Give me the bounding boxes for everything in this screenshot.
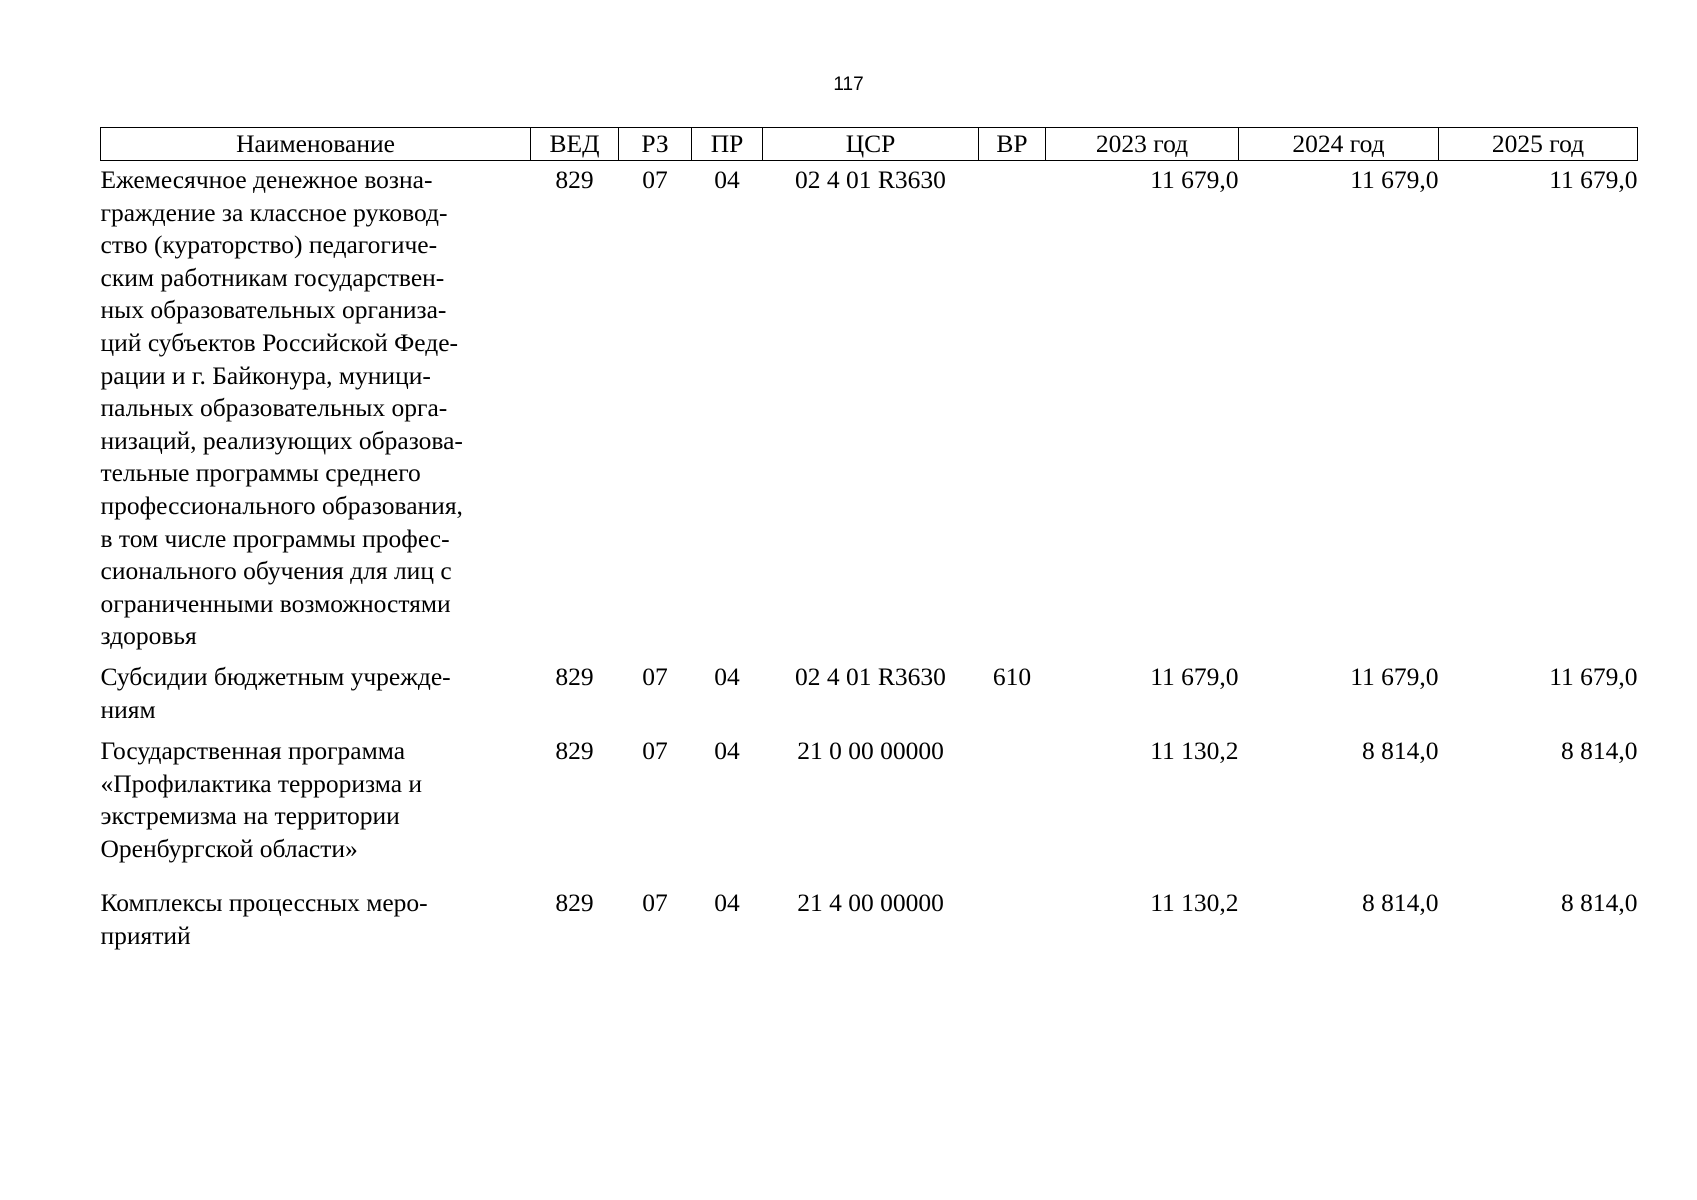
name-line: тельные программы среднего [100, 458, 421, 488]
name-line: ство (кураторство) педагогиче- [100, 230, 438, 260]
cell-rz: 07 [642, 662, 668, 691]
budget-table [100, 127, 1638, 957]
cell-ved: 829 [555, 888, 594, 917]
cell-vr [979, 735, 1046, 887]
name-line: Субсидии бюджетным учрежде- [100, 662, 451, 691]
cell-csr: 21 4 00 00000 [797, 888, 944, 917]
name-line: ций субъектов Российской Феде- [100, 327, 459, 357]
table-row [101, 161, 1638, 662]
name-line: ных образовательных организа- [100, 295, 447, 325]
cell-2025: 11 679,0 [1549, 165, 1638, 194]
cell-2024: 8 814,0 [1362, 736, 1439, 765]
header-rz: РЗ [619, 128, 692, 161]
row-name [101, 661, 531, 735]
name-line: профессионального образования, [100, 490, 463, 520]
header-vr: ВР [979, 128, 1046, 161]
name-line: Комплексы процессных меро- [100, 888, 428, 917]
cell-ved: 829 [555, 662, 594, 691]
name-line: приятий [100, 920, 191, 950]
name-line: граждение за классное руковод- [100, 197, 448, 227]
name-line: сионального обучения для лиц с [100, 556, 452, 586]
cell-2023: 11 679,0 [1150, 165, 1239, 194]
cell-rz: 07 [642, 736, 668, 765]
name-line: ограниченными возможностями [100, 588, 451, 618]
header-pr: ПР [692, 128, 763, 161]
header-csr: ЦСР [763, 128, 979, 161]
header-ved: ВЕД [531, 128, 619, 161]
cell-2024: 11 679,0 [1350, 662, 1439, 691]
name-line: Государственная программа [100, 736, 406, 765]
cell-ved: 829 [555, 165, 594, 194]
name-line: ским работникам государствен- [100, 262, 445, 292]
cell-vr [979, 887, 1046, 957]
header-2025: 2025 год [1439, 128, 1638, 161]
cell-2023: 11 130,2 [1150, 888, 1239, 917]
table-row [101, 887, 1638, 957]
cell-2025: 11 679,0 [1549, 662, 1638, 691]
cell-csr: 02 4 01 R3630 [795, 662, 946, 691]
header-2023: 2023 год [1046, 128, 1239, 161]
cell-rz: 07 [642, 165, 668, 194]
cell-csr: 21 0 00 00000 [797, 736, 944, 765]
name-line: ниям [100, 694, 156, 724]
cell-ved: 829 [555, 736, 594, 765]
cell-pr: 04 [714, 662, 740, 691]
row-name [101, 887, 531, 957]
row-name [101, 161, 531, 662]
name-line: низаций, реализующих образова- [100, 425, 463, 455]
table-row [101, 661, 1638, 735]
cell-2024: 8 814,0 [1362, 888, 1439, 917]
cell-2025: 8 814,0 [1561, 888, 1638, 917]
cell-pr: 04 [714, 165, 740, 194]
cell-pr: 04 [714, 736, 740, 765]
table-row [101, 735, 1638, 887]
name-line: Оренбургской области» [100, 833, 358, 863]
cell-rz: 07 [642, 888, 668, 917]
cell-2024: 11 679,0 [1350, 165, 1439, 194]
cell-vr [979, 161, 1046, 662]
cell-pr: 04 [714, 888, 740, 917]
name-line: рации и г. Байконура, муници- [100, 360, 431, 390]
cell-2025: 8 814,0 [1561, 736, 1638, 765]
name-line: в том числе программы профес- [100, 523, 450, 553]
page-number: 117 [833, 74, 864, 95]
header-2024: 2024 год [1239, 128, 1439, 161]
header-name: Наименование [101, 128, 531, 161]
cell-vr: 610 [992, 662, 1032, 691]
row-name [101, 735, 531, 887]
cell-2023: 11 679,0 [1150, 662, 1239, 691]
name-line: Ежемесячное денежное возна- [100, 165, 433, 194]
name-line: пальных образовательных орга- [100, 393, 448, 423]
cell-2023: 11 130,2 [1150, 736, 1239, 765]
name-line: «Профилактика терроризма и [100, 768, 423, 798]
name-line: экстремизма на территории [100, 801, 400, 831]
table-header-row [101, 128, 1638, 161]
cell-csr: 02 4 01 R3630 [795, 165, 946, 194]
name-line: здоровья [100, 621, 197, 651]
